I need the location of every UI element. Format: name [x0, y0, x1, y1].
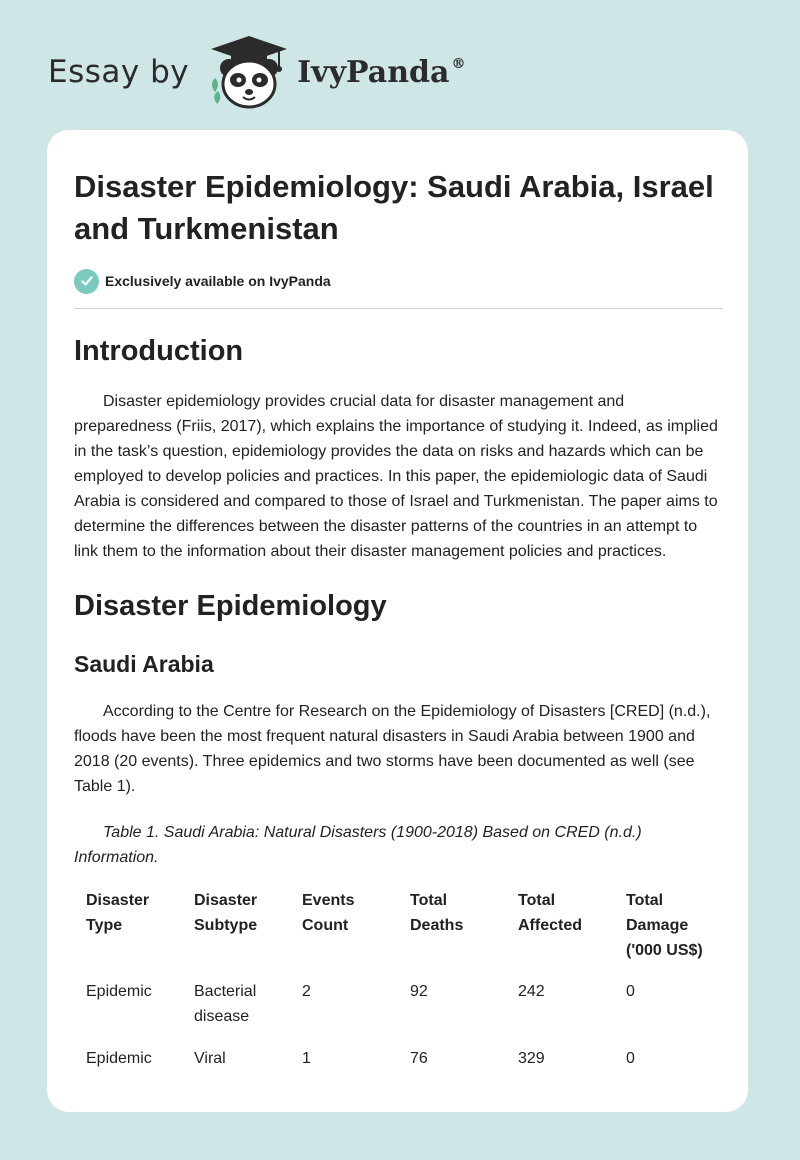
disasters-table	[74, 888, 724, 1088]
cell-total-deaths: 92	[410, 983, 428, 1000]
cell-total-damage: 0	[626, 983, 635, 1000]
cell-total-deaths: 76	[410, 1050, 428, 1067]
exclusive-label: Exclusively available on IvyPanda	[105, 273, 331, 289]
cell-disaster-subtype: Viral	[194, 1050, 226, 1067]
header-total-deaths: Total Deaths	[410, 892, 464, 934]
table-row	[74, 979, 724, 1046]
cell-total-damage: 0	[626, 1050, 635, 1067]
header-total-affected: Total Affected	[518, 892, 583, 934]
table-caption: Table 1. Saudi Arabia: Natural Disasters (1900-2018) Based on CRED (n.d.) Information.	[74, 824, 642, 866]
exclusive-badge	[74, 268, 724, 294]
ivypanda-logo-icon[interactable]	[207, 34, 291, 110]
cell-disaster-type: Epidemic	[86, 1050, 152, 1067]
brand-name[interactable]: IvyPanda ®	[297, 54, 466, 90]
intro-heading: Introduction	[74, 335, 244, 367]
table-header-row	[74, 888, 724, 979]
saudi-arabia-heading: Saudi Arabia	[74, 651, 214, 677]
saudi-paragraph: According to the Centre for Research on the Epidemiology of Disasters [CRED] (n.d.), floods have been the most frequent natural disasters in Saudi Arabia between 1900 and 2018 (20 events). Three epidemics and two storms have been documented as well (see Table 1).	[74, 703, 711, 795]
divider	[74, 308, 723, 309]
header-events-count: Events Count	[302, 892, 355, 934]
essay-by-label: Essay by	[48, 54, 190, 90]
table-row	[74, 1046, 724, 1088]
check-icon	[74, 269, 99, 294]
header-total-damage: Total Damage ('000 US$)	[626, 892, 703, 959]
cell-disaster-type: Epidemic	[86, 983, 152, 1000]
cell-total-affected: 329	[518, 1050, 545, 1067]
article-content	[74, 166, 724, 1088]
site-header	[48, 34, 465, 110]
intro-paragraph: Disaster epidemiology provides crucial data for disaster management and preparedness (Friis, 2017), which explains the importance of studying it. Indeed, as implied in the task’s question, epidemiology provides the data on risks and hazards which can be employed to develop policies and practices. In this paper, the epidemiologic data of Saudi Arabia is considered and compared to those of Israel and Turkmenistan. The paper aims to determine the differences between the disaster patterns of the countries in an attempt to link them to the information about their disaster management policies and practices.	[74, 393, 718, 560]
cell-events-count: 2	[302, 983, 311, 1000]
article-title: Disaster Epidemiology: Saudi Arabia, Israel and Turkmenistan	[74, 169, 714, 246]
cell-disaster-subtype: Bacterial disease	[194, 983, 257, 1025]
cell-events-count: 1	[302, 1050, 311, 1067]
header-disaster-type: Disaster Type	[86, 892, 150, 934]
cell-total-affected: 242	[518, 983, 545, 1000]
article-card	[47, 130, 748, 1112]
disaster-epidemiology-heading: Disaster Epidemiology	[74, 590, 387, 622]
header-disaster-subtype: Disaster Subtype	[194, 892, 258, 934]
